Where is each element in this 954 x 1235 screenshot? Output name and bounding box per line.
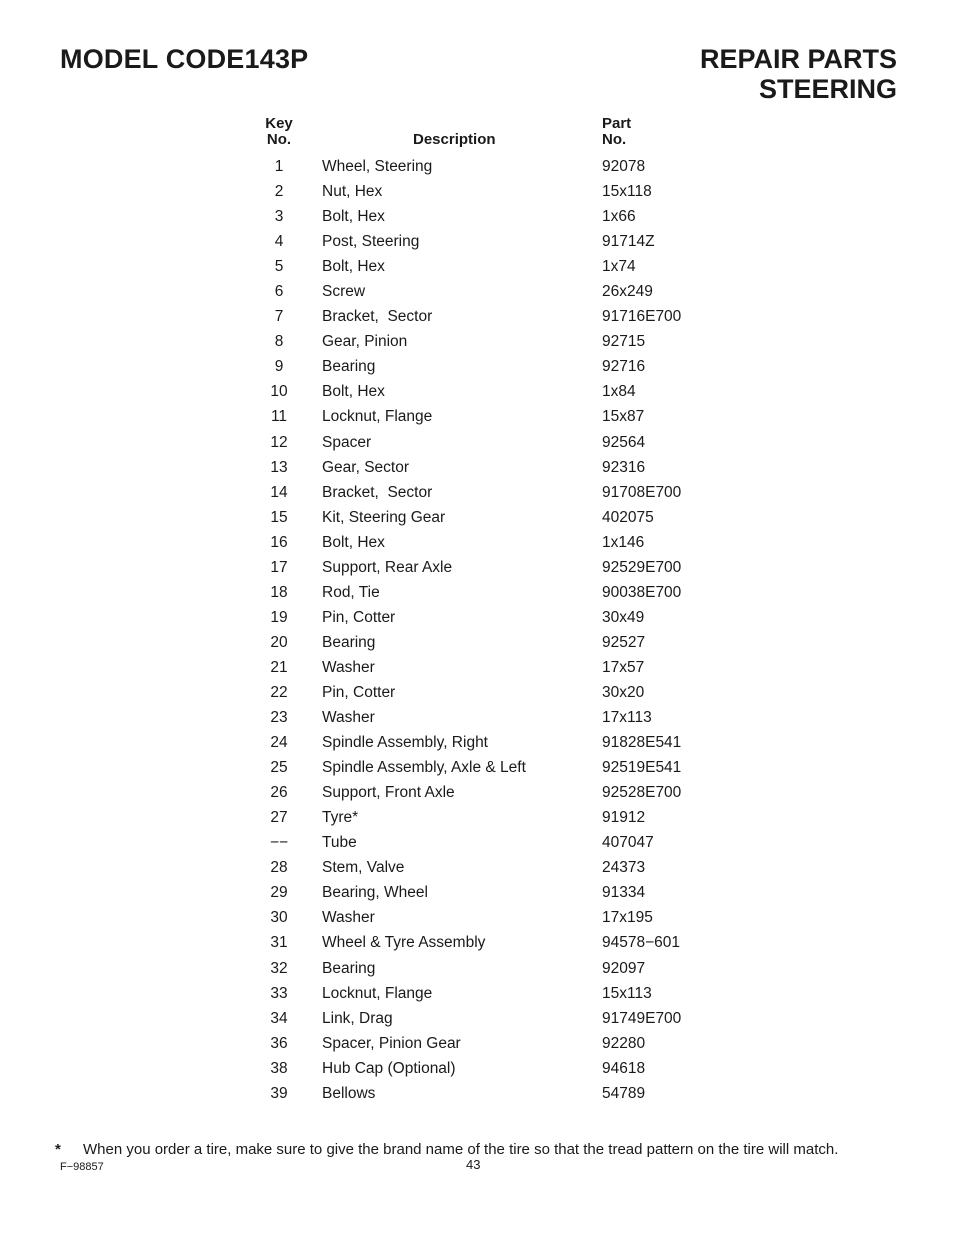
table-row xyxy=(0,956,954,981)
key-no-cell: 24 xyxy=(270,734,288,752)
part-no-cell: 91708E700 xyxy=(602,483,682,501)
key-no-cell: 26 xyxy=(270,784,288,802)
table-row xyxy=(0,755,954,780)
part-no-cell: 92528E700 xyxy=(602,784,682,802)
part-no-cell: 17x195 xyxy=(602,909,653,927)
key-no-cell: 19 xyxy=(270,608,288,626)
part-no-cell: 91912 xyxy=(602,809,646,827)
key-no-cell: 39 xyxy=(270,1084,288,1102)
key-no-cell: 23 xyxy=(270,709,288,727)
table-row xyxy=(0,580,954,605)
table-row xyxy=(0,1056,954,1081)
key-no-cell: 21 xyxy=(270,658,288,676)
table-row xyxy=(0,605,954,630)
description-header: Description xyxy=(413,131,496,148)
description-cell: Spacer xyxy=(322,433,372,451)
key-no-header xyxy=(263,116,295,148)
description-cell: Stem, Valve xyxy=(322,859,405,877)
table-row xyxy=(0,905,954,930)
description-cell: Bolt, Hex xyxy=(322,208,385,226)
description-cell: Hub Cap (Optional) xyxy=(322,1059,456,1077)
description-cell: Rod, Tie xyxy=(322,583,380,601)
table-row xyxy=(0,780,954,805)
page-number: 43 xyxy=(466,1157,481,1172)
key-no-cell: 33 xyxy=(270,984,288,1002)
description-cell: Tube xyxy=(322,834,357,852)
part-no-cell: 15x113 xyxy=(602,984,652,1002)
key-no-cell: 14 xyxy=(270,483,288,501)
description-cell: Pin, Cotter xyxy=(322,683,396,701)
footnote xyxy=(55,1141,838,1159)
key-no-cell: 31 xyxy=(270,934,288,952)
part-no-header-line2: No. xyxy=(602,131,627,148)
part-no-cell: 1x74 xyxy=(602,258,636,276)
part-no-cell: 92078 xyxy=(602,158,646,175)
key-no-cell: 18 xyxy=(270,583,288,601)
table-row xyxy=(0,480,954,505)
key-no-cell: 16 xyxy=(270,533,288,551)
description-cell: Bellows xyxy=(322,1084,376,1102)
key-no-cell: 4 xyxy=(274,233,284,251)
table-row xyxy=(0,254,954,279)
description-cell: Gear, Sector xyxy=(322,458,410,476)
table-row xyxy=(0,430,954,455)
part-no-cell: 92519E541 xyxy=(602,759,682,777)
part-no-cell: 94578−601 xyxy=(602,934,681,952)
model-title: MODEL CODE143P xyxy=(60,44,309,74)
key-no-cell: 17 xyxy=(270,558,288,576)
table-row xyxy=(0,279,954,304)
key-no-cell: 20 xyxy=(270,633,288,651)
description-cell: Bolt, Hex xyxy=(322,533,385,551)
description-cell: Nut, Hex xyxy=(322,183,383,201)
key-no-cell: 9 xyxy=(274,358,284,376)
table-row xyxy=(0,1031,954,1056)
table-row xyxy=(0,379,954,404)
part-no-cell: 92527 xyxy=(602,633,646,651)
table-row xyxy=(0,304,954,329)
description-cell: Support, Rear Axle xyxy=(322,558,453,576)
part-no-cell: 92529E700 xyxy=(602,558,682,576)
description-cell: Bolt, Hex xyxy=(322,258,385,276)
description-cell: Bearing, Wheel xyxy=(322,884,428,902)
part-no-cell: 15x118 xyxy=(602,183,652,201)
key-no-cell: 1 xyxy=(274,158,284,175)
part-no-cell: 94618 xyxy=(602,1059,646,1077)
table-row xyxy=(0,981,954,1006)
description-cell: Bearing xyxy=(322,959,376,977)
key-no-cell: 28 xyxy=(270,859,288,877)
table-row xyxy=(0,354,954,379)
parts-table xyxy=(0,154,954,1106)
key-no-cell: 8 xyxy=(274,333,284,351)
description-cell: Bearing xyxy=(322,633,376,651)
part-no-cell: 17x113 xyxy=(602,709,652,727)
part-no-cell: 92280 xyxy=(602,1034,646,1052)
key-no-header-line2: No. xyxy=(266,131,292,148)
table-row xyxy=(0,505,954,530)
description-cell: Bolt, Hex xyxy=(322,383,385,401)
key-no-cell: 12 xyxy=(270,433,288,451)
part-no-cell: 92564 xyxy=(602,433,646,451)
key-no-cell: 6 xyxy=(274,283,284,301)
description-cell: Gear, Pinion xyxy=(322,333,408,351)
part-no-cell: 30x20 xyxy=(602,683,645,701)
table-row xyxy=(0,329,954,354)
part-no-cell: 92715 xyxy=(602,333,646,351)
key-no-cell: 30 xyxy=(270,909,288,927)
part-no-header xyxy=(602,116,631,148)
table-row xyxy=(0,404,954,429)
description-cell: Spacer, Pinion Gear xyxy=(322,1034,461,1052)
table-row xyxy=(0,805,954,830)
description-cell: Post, Steering xyxy=(322,233,420,251)
description-cell: Locknut, Flange xyxy=(322,984,433,1002)
table-row xyxy=(0,1081,954,1106)
part-no-header-line1: Part xyxy=(602,115,632,132)
key-no-cell: 7 xyxy=(274,308,284,326)
description-cell: Link, Drag xyxy=(322,1009,393,1027)
key-no-cell: 27 xyxy=(270,809,288,827)
description-cell: Pin, Cotter xyxy=(322,608,396,626)
section-title xyxy=(700,44,897,104)
key-no-cell: 32 xyxy=(270,959,288,977)
part-no-cell: 54789 xyxy=(602,1084,646,1102)
table-row xyxy=(0,730,954,755)
table-row xyxy=(0,555,954,580)
key-no-cell: 38 xyxy=(270,1059,288,1077)
table-row xyxy=(0,229,954,254)
table-row xyxy=(0,179,954,204)
description-cell: Tyre* xyxy=(322,809,359,827)
table-row xyxy=(0,655,954,680)
description-cell: Washer xyxy=(322,658,375,676)
description-cell: Wheel, Steering xyxy=(322,158,433,175)
document-id: F−98857 xyxy=(60,1161,104,1173)
description-cell: Spindle Assembly, Axle & Left xyxy=(322,759,526,777)
description-cell: Screw xyxy=(322,283,366,301)
part-no-cell: 90038E700 xyxy=(602,583,682,601)
table-row xyxy=(0,630,954,655)
key-no-cell: 11 xyxy=(270,408,288,426)
part-no-cell: 91334 xyxy=(602,884,646,902)
part-no-cell: 1x66 xyxy=(602,208,636,226)
part-no-cell: 26x249 xyxy=(602,283,653,301)
part-no-cell: 1x84 xyxy=(602,383,636,401)
description-cell: Washer xyxy=(322,709,375,727)
table-row xyxy=(0,204,954,229)
table-row xyxy=(0,930,954,955)
part-no-cell: 1x146 xyxy=(602,533,645,551)
key-no-cell: 15 xyxy=(270,508,288,526)
table-row xyxy=(0,680,954,705)
part-no-cell: 92097 xyxy=(602,959,646,977)
key-no-cell: −− xyxy=(269,834,289,852)
table-row xyxy=(0,455,954,480)
key-no-cell: 22 xyxy=(270,683,288,701)
footnote-text: When you order a tire, make sure to give the brand name of the tire so that the tread pattern on the tire will match. xyxy=(83,1141,839,1158)
table-row xyxy=(0,880,954,905)
part-no-cell: 91749E700 xyxy=(602,1009,682,1027)
key-no-cell: 10 xyxy=(270,383,288,401)
description-cell: Bracket, Sector xyxy=(322,483,433,501)
table-row xyxy=(0,1006,954,1031)
part-no-cell: 92316 xyxy=(602,458,646,476)
description-cell: Locknut, Flange xyxy=(322,408,433,426)
description-cell: Washer xyxy=(322,909,375,927)
part-no-cell: 15x87 xyxy=(602,408,645,426)
description-cell: Bearing xyxy=(322,358,376,376)
section-title-line2: STEERING xyxy=(758,74,897,104)
part-no-cell: 30x49 xyxy=(602,608,645,626)
part-no-cell: 24373 xyxy=(602,859,646,877)
part-no-cell: 91716E700 xyxy=(602,308,682,326)
table-row xyxy=(0,855,954,880)
section-title-line1: REPAIR PARTS xyxy=(699,44,897,74)
footnote-marker: * xyxy=(55,1141,61,1158)
part-no-cell: 91714Z xyxy=(602,233,655,251)
table-row xyxy=(0,830,954,855)
part-no-cell: 92716 xyxy=(602,358,646,376)
part-no-cell: 91828E541 xyxy=(602,734,682,752)
description-cell: Support, Front Axle xyxy=(322,784,455,802)
key-no-cell: 34 xyxy=(270,1009,288,1027)
key-no-header-line1: Key xyxy=(265,115,293,132)
key-no-cell: 29 xyxy=(270,884,288,902)
table-row xyxy=(0,530,954,555)
description-cell: Kit, Steering Gear xyxy=(322,508,446,526)
part-no-cell: 17x57 xyxy=(602,658,645,676)
key-no-cell: 25 xyxy=(270,759,288,777)
part-no-cell: 407047 xyxy=(602,834,654,852)
part-no-cell: 402075 xyxy=(602,508,654,526)
key-no-cell: 36 xyxy=(270,1034,288,1052)
description-cell: Wheel & Tyre Assembly xyxy=(322,934,486,952)
key-no-cell: 13 xyxy=(270,458,288,476)
table-row xyxy=(0,154,954,179)
key-no-cell: 5 xyxy=(274,258,284,276)
description-cell: Spindle Assembly, Right xyxy=(322,734,488,752)
description-cell: Bracket, Sector xyxy=(322,308,433,326)
table-row xyxy=(0,705,954,730)
key-no-cell: 2 xyxy=(274,183,284,201)
key-no-cell: 3 xyxy=(274,208,284,226)
